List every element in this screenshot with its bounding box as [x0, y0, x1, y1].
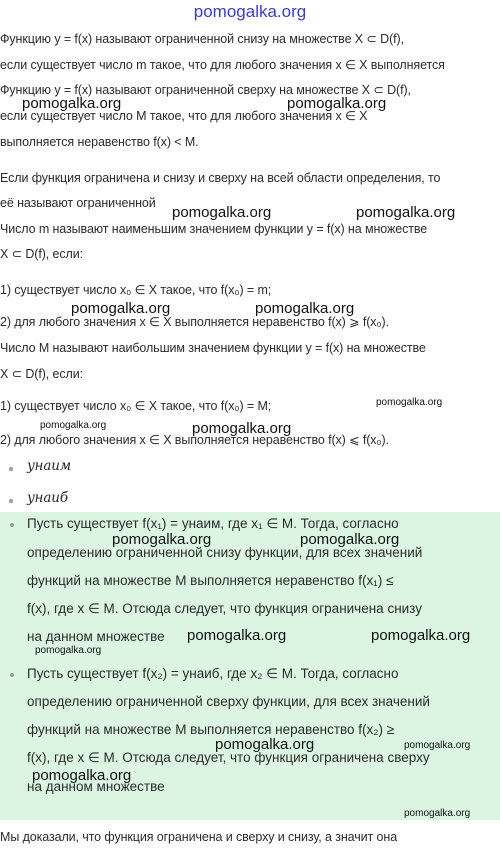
text-line: X ⊂ D(f), если:	[0, 247, 83, 261]
watermark: pomogalka.org	[404, 740, 471, 751]
watermark: pomogalka.org	[287, 95, 387, 112]
text-line: выполняется неравенство f(x) < M.	[0, 135, 199, 149]
proof-line: функций на множестве M выполняется неравенство f(x₁) ≤	[27, 573, 394, 588]
bullet-icon	[10, 673, 14, 677]
text-line: если существует число m такое, что для любого значения x ∈ X выполняется	[0, 58, 445, 72]
proof-line: f(x), где x ∈ M. Отсюда следует, что функция ограничена сверху	[27, 750, 430, 765]
watermark: pomogalka.org	[376, 397, 443, 408]
watermark: pomogalka.org	[172, 204, 272, 221]
site-header[interactable]: pomogalka.org	[193, 2, 307, 21]
proof-line: на данном множестве	[27, 779, 165, 794]
text-line: Функцию y = f(x) называют ограниченной снизу на множестве X ⊂ D(f),	[0, 32, 404, 46]
proof-line: определению ограниченной снизу функции, для всех значений	[27, 545, 423, 560]
text-line: Функцию y = f(x) называют ограниченной сверху на множестве X ⊂ D(f),	[0, 83, 411, 97]
proof-line: определению ограниченной сверху функции, для всех значений	[27, 694, 430, 709]
list-item: yнаиб	[27, 490, 69, 506]
text-line: Если функция ограничена и снизу и сверху на всей области определения, то	[0, 171, 441, 185]
text-line: Число m называют наименьшим значением функции y = f(x) на множестве	[0, 222, 428, 236]
watermark: pomogalka.org	[71, 300, 171, 317]
watermark: pomogalka.org	[356, 204, 456, 221]
text-line: 2) для любого значения x ∈ X выполняется неравенство f(x) ⩽ f(x₀).	[0, 433, 389, 447]
watermark: pomogalka.org	[371, 627, 471, 644]
watermark: pomogalka.org	[35, 645, 102, 656]
bullet-icon	[9, 467, 13, 471]
proof-line: на данном множестве	[27, 629, 165, 644]
text-line: X ⊂ D(f), если:	[0, 367, 83, 381]
watermark: pomogalka.org	[192, 420, 292, 437]
bullet-icon	[9, 499, 13, 503]
proof-line: функций на множестве M выполняется неравенство f(x₂) ≥	[27, 722, 395, 737]
watermark: pomogalka.org	[187, 627, 287, 644]
proof-line: Пусть существует f(x₂) = yнаиб, где x₂ ∈ M. Тогда, согласно	[27, 666, 399, 681]
text-line: 1) существует число x₀ ∈ X такое, что f(x₀) = M;	[0, 399, 272, 413]
watermark: pomogalka.org	[215, 736, 315, 753]
list-item: yнаим	[27, 458, 71, 474]
text-line: Число M называют наибольшим значением функции y = f(x) на множестве	[0, 341, 426, 355]
text-line: её называют ограниченной	[0, 196, 156, 210]
text-line: 1) существует число x₀ ∈ X такое, что f(x₀) = m;	[0, 283, 272, 297]
text-line: если существует число M такое, что для любого значения x ∈ X	[0, 109, 368, 123]
bullet-icon	[10, 523, 14, 527]
watermark: pomogalka.org	[112, 531, 212, 548]
watermark: pomogalka.org	[255, 300, 355, 317]
watermark: pomogalka.org	[40, 420, 107, 431]
text-line: Мы доказали, что функция ограничена и сверху и снизу, а значит она	[0, 830, 398, 844]
text-line: 2) для любого значения x ∈ X выполняется неравенство f(x) ⩾ f(x₀).	[0, 315, 389, 329]
watermark: pomogalka.org	[300, 531, 400, 548]
watermark: pomogalka.org	[404, 808, 471, 819]
watermark: pomogalka.org	[32, 767, 132, 784]
proof-line: Пусть существует f(x₁) = yнаим, где x₁ ∈ M. Тогда, согласно	[27, 516, 399, 531]
proof-line: f(x), где x ∈ M. Отсюда следует, что функция ограничена снизу	[27, 601, 422, 616]
watermark: pomogalka.org	[22, 95, 122, 112]
